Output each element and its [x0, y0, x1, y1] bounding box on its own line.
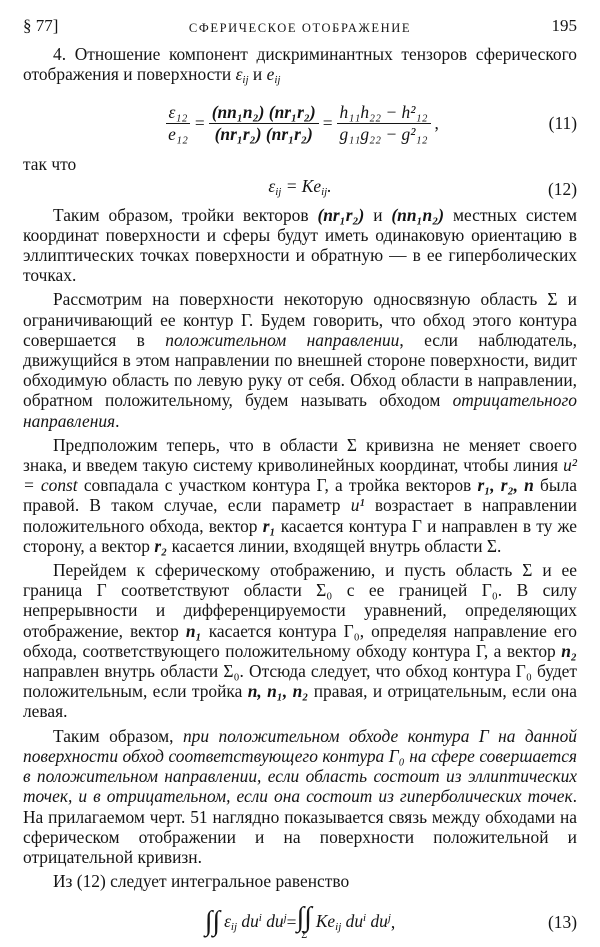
paragraph-spherical-map: Перейдем к сферическому отображению, и пусть область Σ и ее граница Γ соответствуют области Σ₀ с ее границей Γ₀. В силу непрерывности и дифференцируемости уравнений, определяющих отображение, вектор n₁ касается контура Γ₀, определяя направление его обхода, соответствующего положительному обходу контура Γ, а вектор n₂ направлен внутрь области Σ₀. Отсюда следует, что обход контура Γ₀ будет положительным, если тройка n, n₁, n₂ правая, и отрицательным, если она левая. [23, 560, 578, 722]
paragraph-orientation: Таким образом, тройки векторов (nr₁r₂) и (nn₁n₂) местных систем координат поверхности и сферы будут иметь одинаковую ориентацию в эллиптических точках поверхности и обратную — в ее гиперболических точках. [23, 204, 577, 286]
paragraph-integral: Из (12) следует интегральное равенство [53, 871, 350, 892]
page [23, 14, 577, 947]
sym-epsilon-ij: $\varepsilon_{ij}$ [235, 64, 249, 87]
paragraph-contour: Рассмотрим на поверхности некоторую односвязную область Σ и ограничивающий ее контур Γ. Будем говорить, что обход этого контура совершается в положительном направлении, если наблюдатель, движущийся в этом направлении по внешней стороне поверхности, видит обходимую область по левую руку от себя. Обход области в направлении, обратном положительному, будем называть обходом отрицательного направления. [23, 289, 577, 431]
equation-13: ∫∫ $\varepsilon_{ij}$ $du^i$ $du^j$ = ∫∫ Σ $Ke_{ij}$ $du^i$ $du^j$ , (13) [204, 902, 577, 942]
paragraph-conclusion: Таким образом, при положительном обходе контура Γ на данной поверхности обход соответствующего контура Γ₀ на сфере совершается в положительном направлении, если область состоит из эллиптических точек, и в отрицательном, если она состоит из гиперболических точек. На прилагаемом черт. 51 наглядно показывается связь между обходами на сферическом отображении и на поверхности положительной и отрицательной кривизн. [23, 725, 577, 867]
eq11-number: (11) [548, 113, 577, 134]
eq11-mid: $\frac{\text{(nn₁n₂) (nr₁r₂)}}{\text{(nr₁r₂) (nr₁r₂)}}$ [209, 103, 319, 144]
integral-sigma: ∫∫ Σ [296, 902, 312, 942]
paragraph-4: 4. Отношение компонент дискриминантных тензоров сферического отображения и поверхности $\varepsilon_{ij}$ и $e_{ij}$ [23, 44, 577, 87]
eq11-lhs: $\frac{\text{ε₁₂}}{\text{e₁₂}}$ [165, 103, 191, 144]
equation-11: $\frac{\text{ε₁₂}}{\text{e₁₂}}$ = $\frac{\text{(nn₁n₂) (nr₁r₂)}}{\text{(nr₁r₂) (nr₁r₂)}}$ = $\frac{\text{h₁₁h₂₂ − h²₁₂}}{\text{g₁₁g₂₂ − g²₁₂}}$ , (11) [23, 92, 577, 154]
sym-e-ij: $e_{ij}$ [266, 64, 281, 87]
header-title: СФЕРИЧЕСКОЕ ОТОБРАЖЕНИЕ [188, 21, 412, 35]
eq13-number: (13) [548, 912, 577, 933]
page-number: 195 [551, 16, 577, 35]
section-mark: § 77] [23, 16, 59, 35]
tak-chto: так что [23, 154, 77, 175]
eq12-number: (12) [548, 178, 577, 199]
eq11-rhs: $\frac{\text{h₁₁h₂₂ − h²₁₂}}{\text{g₁₁g₂₂ − g²₁₂}}$ [337, 103, 431, 144]
paragraph-coordinates: Предположим теперь, что в области Σ кривизна не меняет своего знака, и введем такую систему криволинейных координат, чтобы линия u² = const совпадала с участком контура Γ, а тройка векторов r₁, r₂, n была правой. В таком случае, если параметр u¹ возрастает в направлении положительного обхода, вектор r₁ касается контура Γ и направлен в ту же сторону, а вектор r₂ касается линии, входящей внутрь области Σ. [23, 434, 578, 556]
running-header [23, 14, 577, 38]
equation-12: $\varepsilon_{ij} = Ke_{ij}$. (12) [268, 175, 577, 199]
